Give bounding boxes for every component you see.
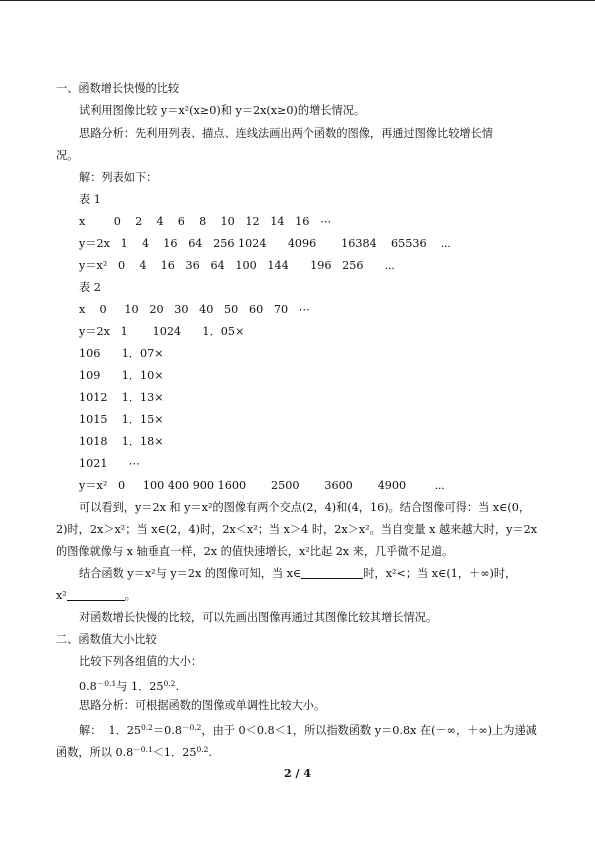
fill-in-text: x² <box>56 589 67 602</box>
fill-in-line <box>79 567 516 581</box>
section2-solution-cont <box>56 743 212 760</box>
section2-solution <box>79 721 537 738</box>
section2-problem: 比较下列各组值的大小： <box>79 655 203 668</box>
sol-text: ＜1．25 <box>152 746 197 759</box>
table1-title: 表 1 <box>79 193 101 206</box>
fill-in-text: 。 <box>124 589 136 602</box>
expr-end: . <box>175 680 180 693</box>
conclusion-line: 2)时，2x＞x²；当 x∈(2，4)时，2x＜x²；当 x＞4 时，2x＞x²。当自变量 x 越来越大时，y＝2x <box>56 523 538 536</box>
section2-analysis: 思路分析：可根据函数的图像或单调性比较大小。 <box>79 699 326 712</box>
section2-heading: 二、函数值大小比较 <box>56 633 157 646</box>
table2-line: 109 1．10× <box>79 369 164 382</box>
sol-text: ，由于 0＜0.8＜1，所以指数函数 y＝0.8x 在(－∞，＋∞)上为递减 <box>201 724 537 737</box>
table1-row-2x: y＝2x 1 4 16 64 256 1024 4096 16384 65536 ⋯ <box>79 237 451 250</box>
expr-base: 与 1．25 <box>116 680 164 693</box>
sol-text: . <box>208 746 212 759</box>
table2-title: 表 2 <box>79 281 101 294</box>
solution-intro: 解：列表如下： <box>79 171 158 184</box>
sol-exponent: －0.1 <box>133 745 153 754</box>
page-number: 2 / 4 <box>284 767 311 780</box>
table2-line: 1015 1．15× <box>79 413 164 426</box>
expr-exponent: 0.2 <box>163 679 176 688</box>
fill-in-line <box>56 589 136 603</box>
answer-blank[interactable] <box>67 590 125 601</box>
table1-row-x2: y＝x² 0 4 16 36 64 100 144 196 256 ⋯ <box>79 259 395 272</box>
table2-line: 1018 1．18× <box>79 435 164 448</box>
fill-in-text: 时，x²<；当 x∈(1，＋∞)时， <box>363 567 517 580</box>
comparison-expression <box>79 677 179 694</box>
expr-base: 0.8 <box>79 680 97 693</box>
table1-row-x: x 0 2 4 6 8 10 12 14 16 ⋯ <box>79 215 332 228</box>
table2-line: 1021 ⋯ <box>79 457 140 470</box>
expr-exponent: －0.1 <box>96 679 117 688</box>
section1-heading: 一、函数增长快慢的比较 <box>56 82 180 95</box>
sol-text: 解： 1．25 <box>79 724 142 737</box>
table2-line: 1012 1．13× <box>79 391 164 404</box>
sol-text: 函数，所以 0.8 <box>56 746 134 759</box>
sol-text: ＝0.8 <box>152 724 182 737</box>
sol-exponent: 0.2 <box>141 723 153 732</box>
top-rule <box>0 0 595 1</box>
sol-exponent: －0.2 <box>181 723 202 732</box>
analysis-text-cont: 况。 <box>56 149 79 162</box>
table2-row-2x: y＝2x 1 1024 1．05× <box>79 325 245 338</box>
conclusion-line: 的图像就像与 x 轴垂直一样，2x 的值快速增长，x²比起 2x 来，几乎微不足道。 <box>56 545 454 558</box>
answer-blank[interactable] <box>301 568 363 579</box>
sol-exponent: 0.2 <box>196 745 209 754</box>
fill-in-text: 结合函数 y＝x²与 y＝2x 的图像可知，当 x∈ <box>79 567 302 580</box>
analysis-text: 思路分析：先利用列表、描点、连线法画出两个函数的图像，再通过图像比较增长情 <box>79 127 493 140</box>
problem-text: 试利用图像比较 y＝x²(x≥0)和 y＝2x(x≥0)的增长情况。 <box>79 104 366 117</box>
table2-row-x: x 0 10 20 30 40 50 60 70 ⋯ <box>79 303 310 316</box>
table2-row-x2: y＝x² 0 100 400 900 1600 2500 3600 4900 ⋯ <box>79 479 445 492</box>
conclusion-line: 可以看到，y＝2x 和 y＝x²的图像有两个交点(2，4)和(4，16)。结合图像可得：当 x∈(0， <box>79 501 531 514</box>
summary-text: 对函数增长快慢的比较，可以先画出图像再通过其图像比较其增长情况。 <box>79 611 438 624</box>
table2-line: 106 1．07× <box>79 347 164 360</box>
